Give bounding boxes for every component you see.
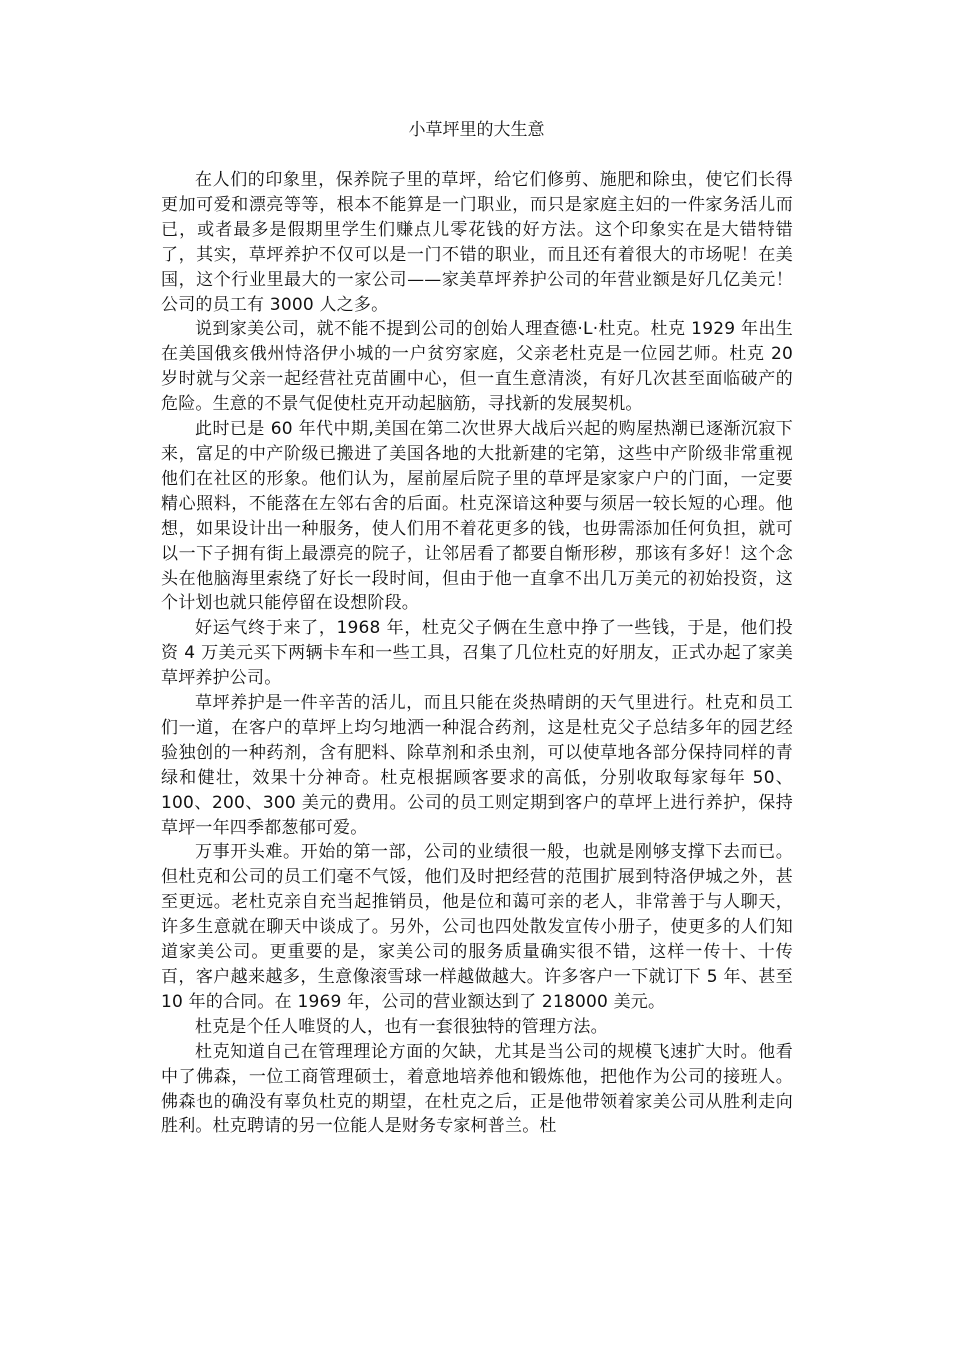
- paragraph-3: 此时已是 60 年代中期,美国在第二次世界大战后兴起的购屋热潮已逐渐沉寂下来，富足的中产阶级已搬进了美国各地的大批新建的宅第，这些中产阶级非常重视他们在社区的形象。他们认为，屋前屋后院子里的草坪是家家户户的门面，一定要精心照料，不能落在左邻右舍的后面。杜克深谙这种要与须居一较长短的心理。他想，如果设计出一种服务，使人们用不着花更多的钱，也毋需添加任何负担，就可以一下子拥有街上最漂亮的院子，让邻居看了都要自惭形秽，那该有多好！这个念头在他脑海里索绕了好长一段时间，但由于他一直拿不出几万美元的初始投资，这个计划也就只能停留在设想阶段。: [161, 419, 793, 614]
- paragraph-8: 杜克知道自己在管理理论方面的欠缺，尤其是当公司的规模飞速扩大时。他看中了佛森，一位工商管理硕士，着意地培养他和锻炼他，把他作为公司的接班人。佛森也的确没有辜负杜克的期望，在杜克之后，正是他带领着家美公司从胜利走向胜利。杜克聘请的另一位能人是财务专家柯普兰。杜: [161, 1041, 793, 1137]
- paragraph-7: 杜克是个任人唯贤的人，也有一套很独特的管理方法。: [195, 1016, 608, 1037]
- article-body: [161, 168, 793, 1139]
- paragraph-5: 草坪养护是一件辛苦的活儿，而且只能在炎热晴朗的天气里进行。杜克和员工们一道，在客户的草坪上均匀地洒一种混合药剂，这是杜克父子总结多年的园艺经验独创的一种药剂，含有肥料、除草剂和杀虫剂，可以使草地各部分保持同样的青绿和健壮，效果十分神奇。杜克根据顾客要求的高低，分别收取每家每年 50、100、200、300 美元的费用。公司的员工则定期到客户的草坪上进行养护，保持草坪一年四季都葱郁可爱。: [161, 693, 793, 838]
- document-title: 小草坪里的大生意: [408, 120, 545, 140]
- paragraph-4: 好运气终于来了，1968 年，杜克父子俩在生意中挣了一些钱，于是，他们投资 4 万美元买下两辆卡车和一些工具，召集了几位杜克的好朋友，正式办起了家美草坪养护公司。: [161, 618, 793, 689]
- paragraph-1: 在人们的印象里，保养院子里的草坪，给它们修剪、施肥和除虫，使它们长得更加可爱和漂亮等等，根本不能算是一门职业，而只是家庭主妇的一件家务活儿而已，或者最多是假期里学生们赚点儿零花钱的好方法。这个印象实在是大错特错了，其实，草坪养护不仅可以是一门不错的职业，而且还有着很大的市场呢！在美国，这个行业里最大的一家公司——家美草坪养护公司的年营业额是好几亿美元！公司的员工有 3000 人之多。: [161, 170, 793, 315]
- paragraph-6: 万事开头难。开始的第一部，公司的业绩很一般，也就是刚够支撑下去而已。但杜克和公司的员工们毫不气馁，他们及时把经营的范围扩展到特洛伊城之外，甚至更远。老杜克亲自充当起推销员，他是位和蔼可亲的老人，非常善于与人聊天，许多生意就在聊天中谈成了。另外，公司也四处散发宣传小册子，使更多的人们知道家美公司。更重要的是，家美公司的服务质量确实很不错，这样一传十、十传百，客户越来越多，生意像滚雪球一样越做越大。许多客户一下就订下 5 年、甚至 10 年的合同。在 1969 年，公司的营业额达到了 218000 美元。: [161, 842, 793, 1012]
- paragraph-2: 说到家美公司，就不能不提到公司的创始人理查德·L·杜克。杜克 1929 年出生在美国俄亥俄州恃洛伊小城的一户贫穷家庭，父亲老杜克是一位园艺师。杜克 20 岁时就与父亲一起经营社克苗圃中心，但一直生意清淡，有好几次甚至面临破产的危险。生意的不景气促使杜克开动起脑筋，寻找新的发展契机。: [161, 319, 793, 415]
